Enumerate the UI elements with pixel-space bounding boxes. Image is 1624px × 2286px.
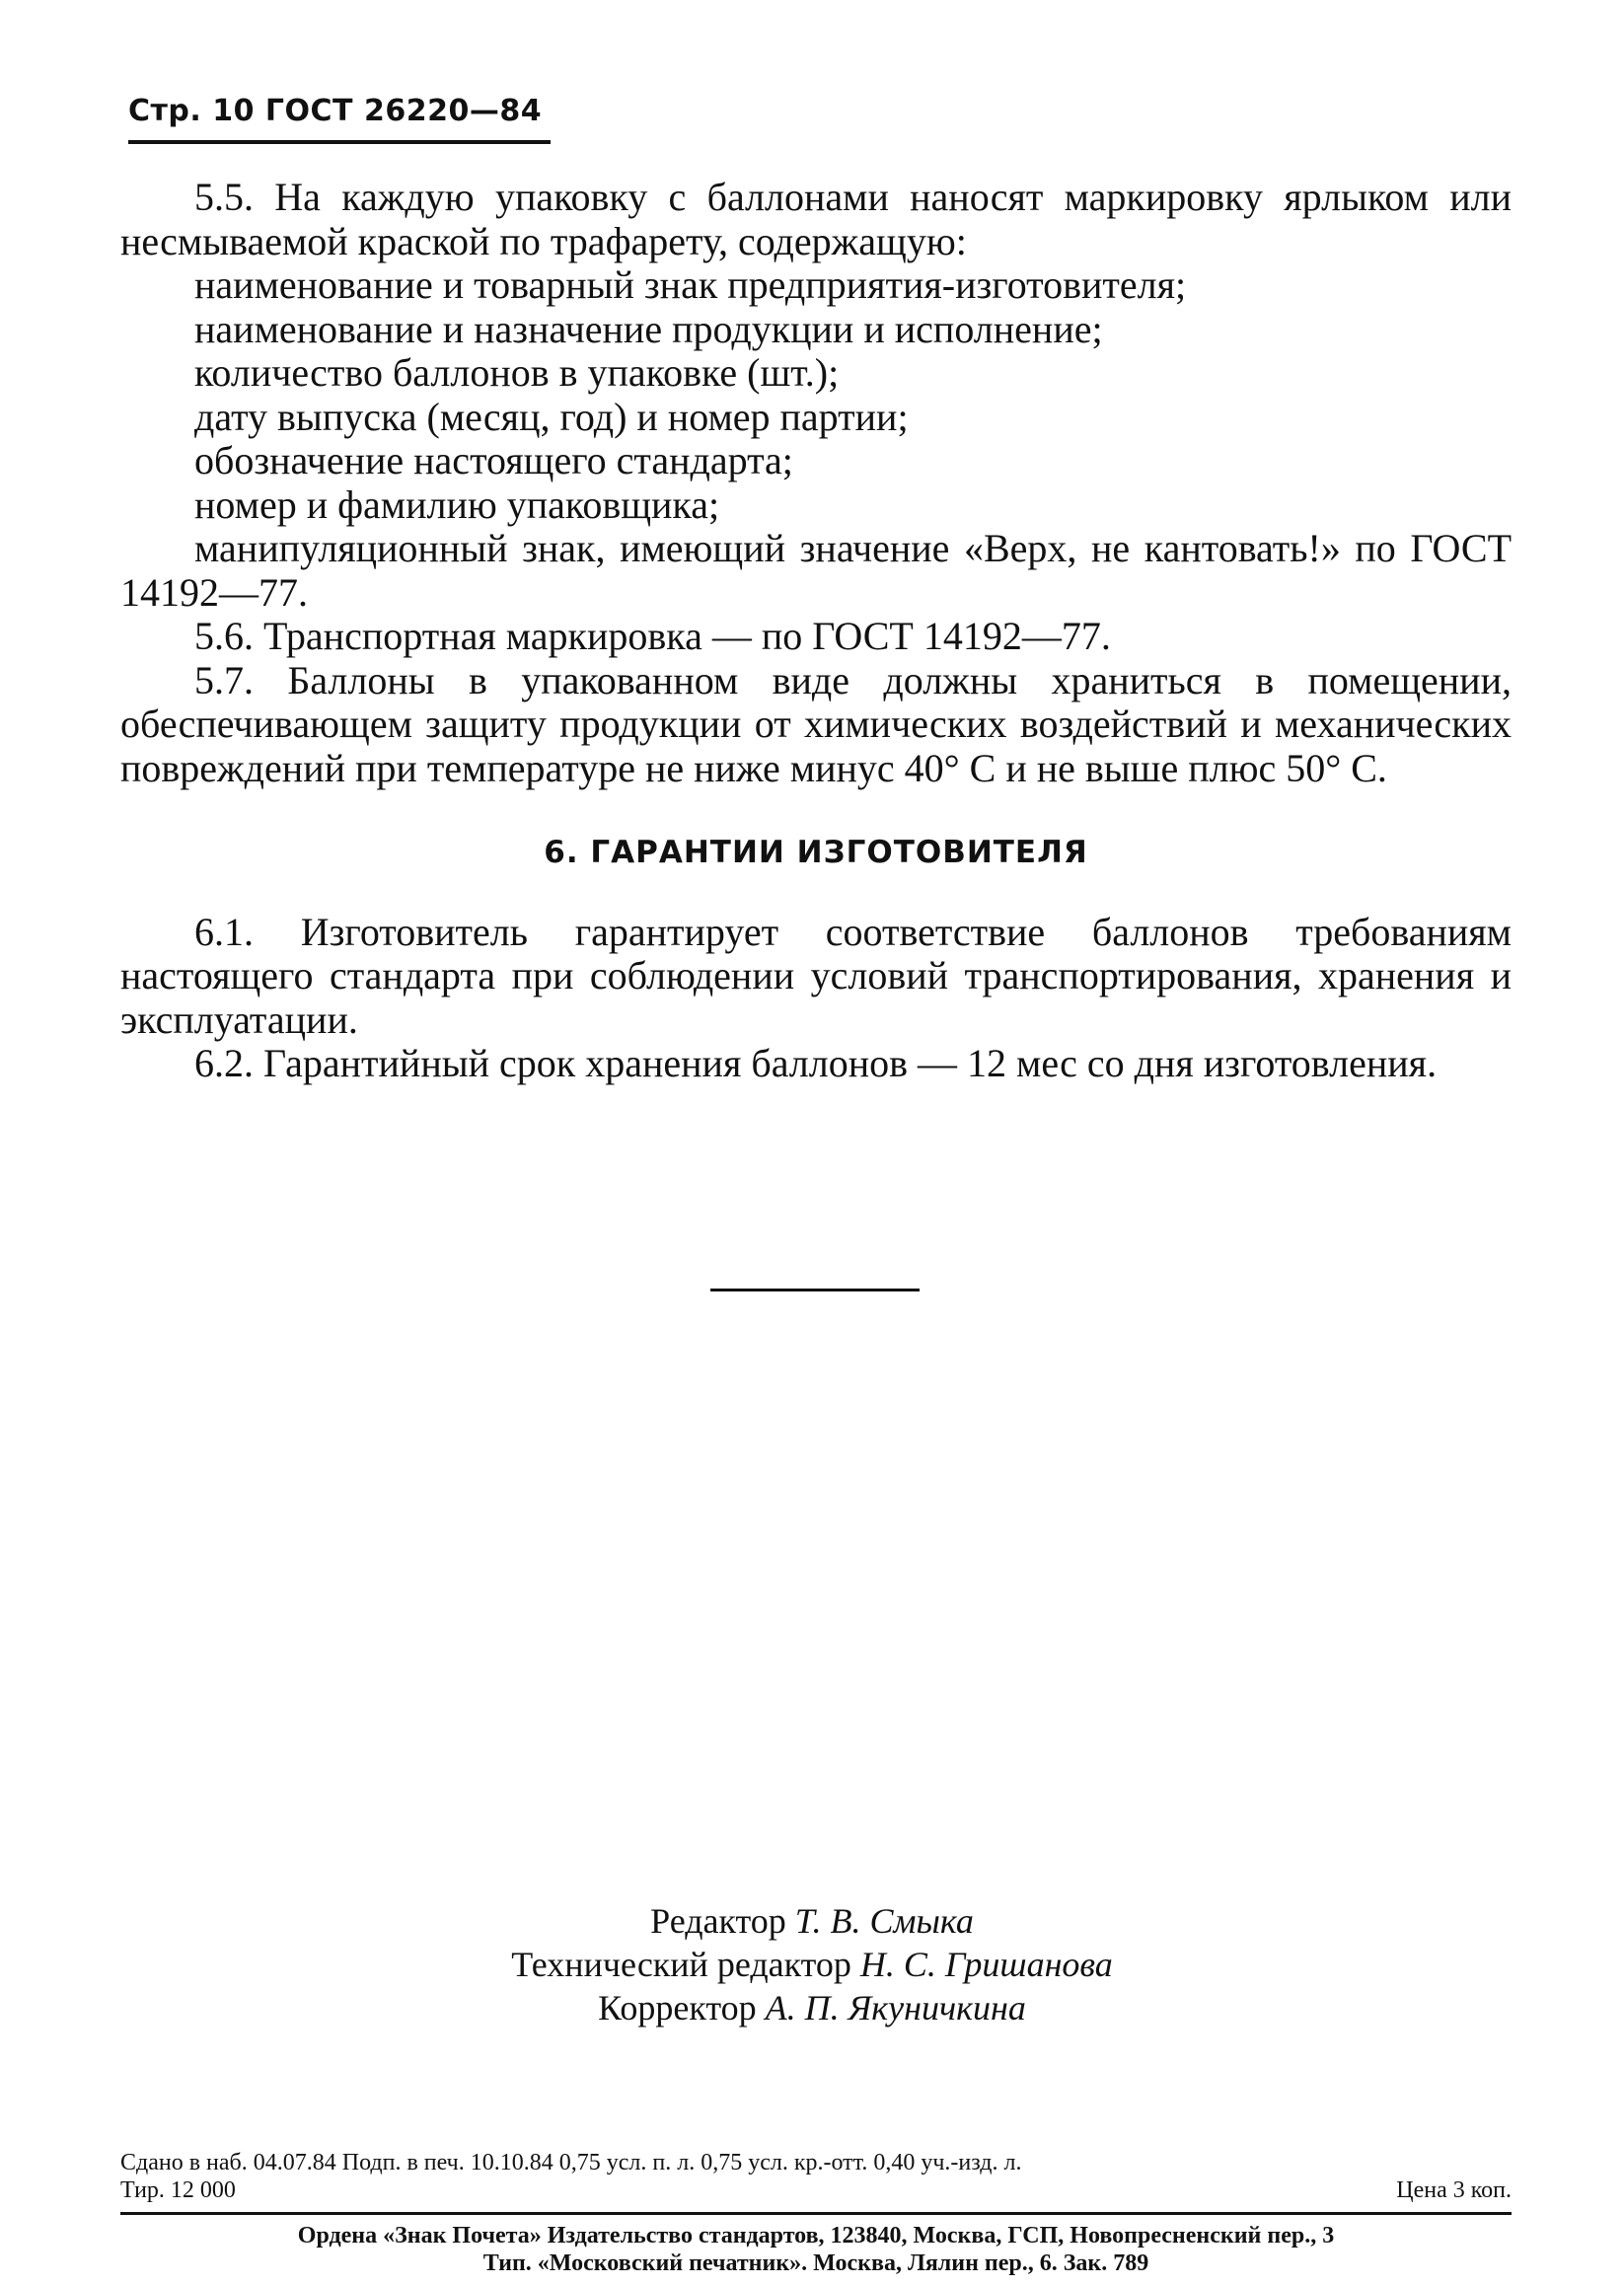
paragraph-6-2: 6.2. Гарантийный срок хранения баллонов — 12 мес со дня изготовления. [194,1041,1438,1085]
credits [0,1899,1624,2029]
imprint-line: Сдано в наб. 04.07.84 Подп. в печ. 10.10.84 0,75 усл. п. л. 0,75 усл. кр.-отт. 0,40 уч.-изд. л. [120,2150,1022,2175]
paragraph-5-5: 5.5. На каждую упаковку с баллонами наносят маркировку ярлыком или несмываемой краской по трафарету, содержащую: [120,175,1512,263]
imprint [120,2149,1512,2204]
printer-line: Тип. «Московский печатник». Москва, Лялин пер., 6. Зак. 789 [482,2250,1149,2276]
publisher-line: Ордена «Знак Почета» Издательство стандартов, 123840, Москва, ГСП, Новопресненский пер., 3 [297,2223,1335,2249]
list-item: номер и фамилию упаковщика; [194,481,720,527]
footer-rule [120,2212,1512,2215]
paragraph-5-7: 5.7. Баллоны в упакованном виде должны храниться в помещении, обеспечивающем защиту продукции от химических воздействий и механических повреждений при температуре не ниже минус 40° С и не выше плюс 50° С. [120,657,1512,790]
list-item: обозначение настоящего стандарта; [194,438,793,482]
list-item: манипуляционный знак, имеющий значение «Верх, не кантовать!» по ГОСТ 14192—77. [120,526,1512,615]
tech-editor-line [0,1943,1624,1986]
price: Цена 3 коп. [1396,2177,1512,2203]
list-item: наименование и товарный знак предприятия-изготовителя; [194,262,1187,307]
header-rule [128,140,551,144]
publisher-footer [120,2222,1512,2277]
print-run: Тир. 12 000 [120,2177,236,2203]
tech-editor-label: Технический редактор [511,1945,851,1984]
list-item: дату выпуска (месяц, год) и номер партии; [194,394,909,439]
section-title: 6. ГАРАНТИИ ИЗГОТОВИТЕЛЯ [544,835,1088,870]
list-item: наименование и назначение продукции и исполнение; [194,306,1103,351]
paragraph-5-6: 5.6. Транспортная маркировка — по ГОСТ 14192—77. [194,614,1111,658]
page-header: Стр. 10 ГОСТ 26220—84 [128,94,543,128]
editor-line [0,1899,1624,1943]
corrector-line [0,1986,1624,2029]
list-item: количество баллонов в упаковке (шт.); [194,350,840,395]
editor-label: Редактор [650,1901,786,1941]
imprint-row [120,2176,1512,2204]
paragraph-6-1: 6.1. Изготовитель гарантирует соответствие баллонов требованиям настоящего стандарта при соблюдении условий транспортирования, хранения и эксплуатации. [120,909,1512,1042]
corrector-label: Корректор [598,1988,757,2028]
end-rule [710,1289,920,1291]
tech-editor-name: Н. С. Гришанова [859,1945,1113,1984]
editor-name: Т. В. Смыка [794,1901,974,1941]
body-text [120,176,1512,1086]
corrector-name: А. П. Якуничкина [765,1988,1026,2028]
